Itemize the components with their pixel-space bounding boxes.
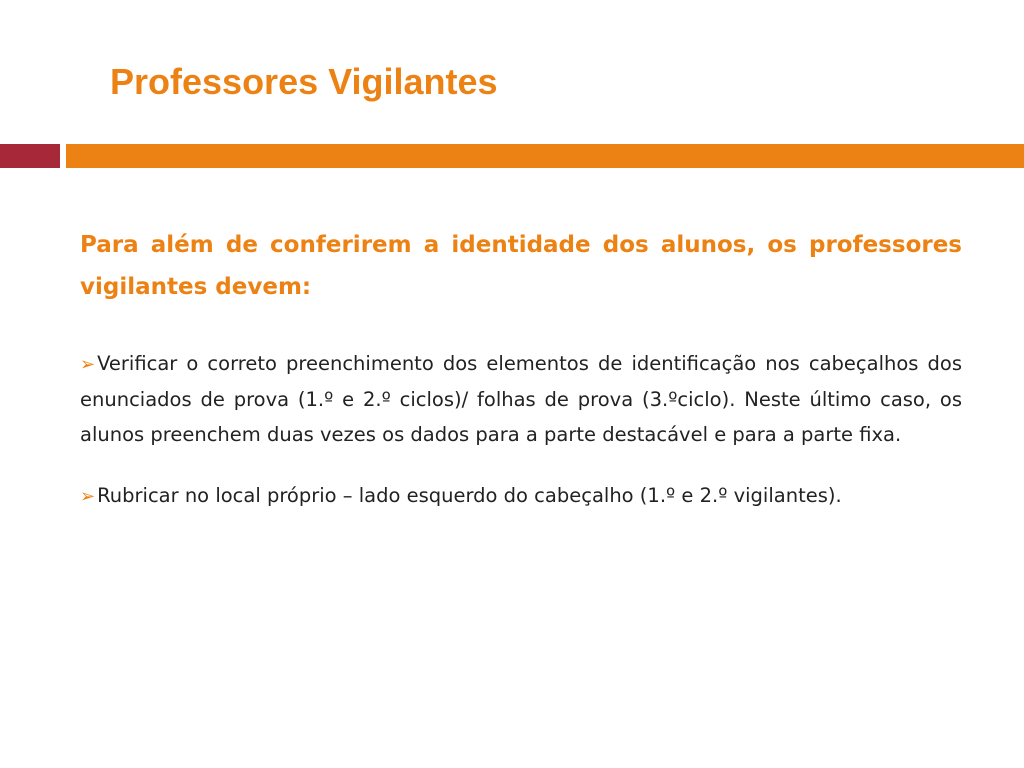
arrow-bullet-icon: ➢: [80, 486, 96, 507]
bullet-item: [80, 346, 962, 452]
bullet-item: [80, 478, 962, 514]
slide-content: [80, 224, 962, 514]
slide-title: Professores Vigilantes: [110, 61, 498, 102]
decorative-bar-orange: [66, 144, 1024, 168]
bullet-text: Rubricar no local próprio – lado esquerdo do cabeçalho (1.º e 2.º vigilantes).: [97, 484, 842, 507]
arrow-bullet-icon: ➢: [80, 354, 96, 375]
decorative-bar-red: [0, 144, 60, 168]
intro-text: Para além de conferirem a identidade dos alunos, os professores vigilantes devem:: [80, 232, 962, 300]
bullet-text: Verificar o correto preenchimento dos elementos de identificação nos cabeçalhos dos enunciados de prova (1.º e 2.º ciclos)/ folhas de prova (3.ºciclo). Neste último caso, os alunos preenchem duas vezes os dados para a parte destacável e para a parte fixa.: [80, 352, 962, 446]
